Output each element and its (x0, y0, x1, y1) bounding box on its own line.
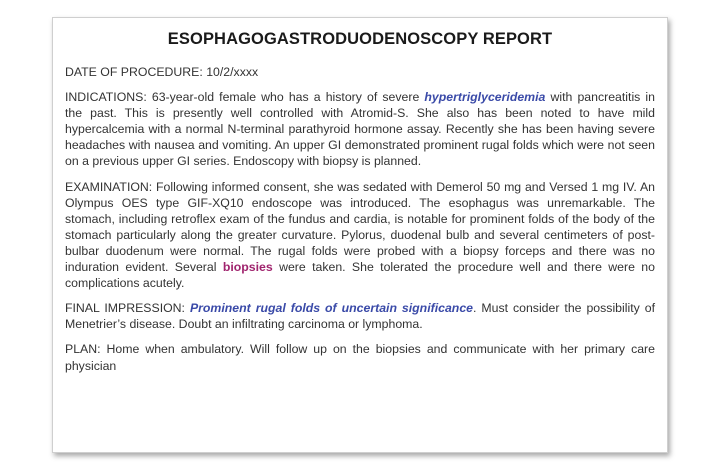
indications-text-end: with pancreatitis in the past. This is presently well controlled with Atromid-S. She also has been noted to have mild hypercalcemia with a normal N-terminal parathyroid hormone assay. Recently she has been having severe headaches with nausea and vomiting. An upper GI demonstrated prominent rugal folds which were not seen on a previous upper GI series. Endoscopy with biopsy is planned. (65, 90, 656, 169)
indications-paragraph (65, 89, 655, 169)
biopsies-highlight: biopsies (222, 260, 273, 275)
date-of-procedure: DATE OF PROCEDURE: 10/2/xxxx (65, 65, 259, 79)
examination-paragraph (65, 179, 655, 292)
examination-text-start: EXAMINATION: Following informed consent, she was sedated with Demerol 50 mg and Versed 1 mg IV. An Olympus OES type GIF-XQ10 endoscope was introduced. The esophagus was unremarkable. The stomach, including retroflex exam of the fundus and cardia, is notable for prominent folds of the body of the stomach particularly along the greater curvature. Pylorus, duodenal bulb and several centimeters of post-bulbar duodenum were normal. The rugal folds were probed with a biopsy forceps and there was no induration evident. Several (65, 179, 655, 275)
plan-paragraph: PLAN: Home when ambulatory. Will follow up on the biopsies and communicate with her primary care physician (65, 342, 655, 373)
indications-text-start: INDICATIONS: 63-year-old female who has a history of severe (65, 90, 425, 105)
final-impression-highlight: Prominent rugal folds of uncertain significance (189, 301, 473, 316)
final-impression-text-end: . Must consider the possibility of Menetrier’s disease. Doubt an infiltrating carcinoma or lymphoma. (65, 301, 655, 332)
hypertriglyceridemia-highlight: hypertriglyceridemia (424, 90, 546, 105)
report-document (52, 17, 668, 453)
examination-text-end: were taken. She tolerated the procedure well and there were no complications acutely. (65, 260, 655, 291)
final-impression-paragraph (65, 300, 655, 332)
report-title: ESOPHAGOGASTRODUODENOSCOPY REPORT (167, 30, 553, 48)
final-impression-label: FINAL IMPRESSION: (65, 301, 190, 316)
